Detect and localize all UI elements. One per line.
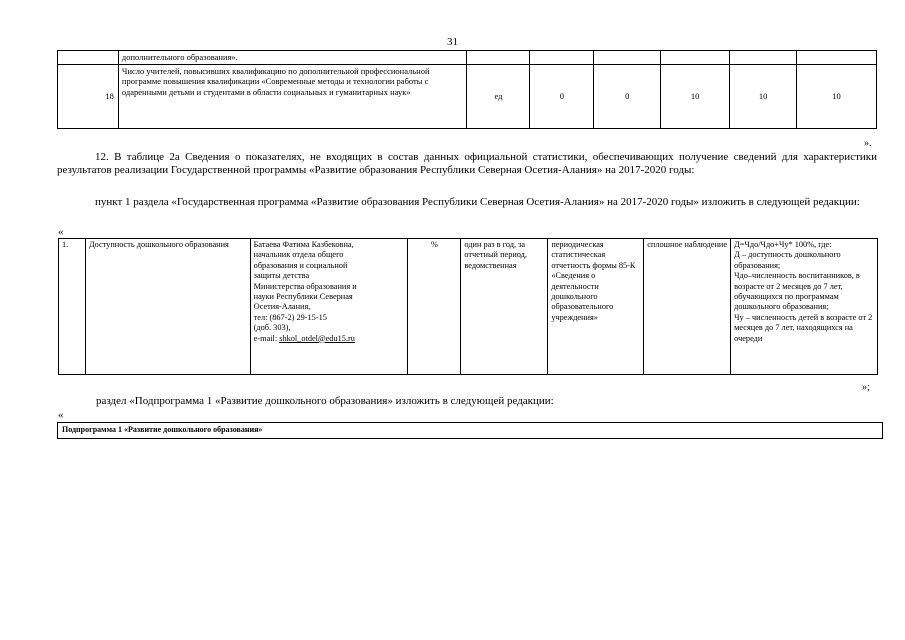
responsible-line: Министерства образования и (253, 281, 357, 291)
formula-line: Д – доступность дошкольного образования; (734, 250, 841, 270)
table-row (58, 64, 877, 128)
formula-line: Чу – численность детей в возрасте от 2 месяцев до 7 лет, находящихся на очереди (734, 312, 873, 343)
row-number: 1. (59, 239, 86, 375)
paragraph-12: 12. В таблице 2а Сведения о показателях, не входящих в состав данных официальной статистики, обеспечивающих получение сведений для характеристики результатов реализации Государственной программы «Развитие образования Республики Северная Осетия-Алания» на 2017-2020 годы: (57, 151, 877, 176)
indicator-name: Доступность дошкольного образования (85, 239, 250, 375)
row-value: 10 (730, 64, 797, 128)
responsible-person (250, 239, 408, 375)
row-value: 10 (661, 64, 730, 128)
collection-method: сплошное наблюдение (644, 239, 731, 375)
row-indicator-text: Число учителей, повысивших квалификацию по дополнительной профессиональной программе повышения квалификации «Современные методы и технологии работы с одаренными детьми и студентами в области социальных и гуманитарных наук» (118, 64, 467, 128)
row-value: 10 (797, 64, 877, 128)
unit: % (408, 239, 461, 375)
closing-quote: ». (864, 138, 872, 149)
row-unit: ед (467, 64, 530, 128)
page-number: 31 (447, 36, 458, 48)
prev-row-text: дополнительного образования». (118, 51, 467, 65)
email-label: e-mail: (253, 333, 280, 343)
opening-quote: « (58, 409, 64, 421)
table-row (58, 423, 883, 439)
indicators-table (57, 50, 877, 129)
table-row (59, 239, 878, 375)
data-source: периодическая статистическая отчетность формы 85-К «Сведения о деятельности дошкольного образовательного учреждения» (548, 239, 644, 375)
email-line (254, 334, 405, 344)
table-row (58, 51, 877, 65)
formula-line: Чдо–численность воспитанников, в возрасте от 2 месяцев до 7 лет, обучающихся по программам дошкольного образования; (734, 271, 860, 312)
responsible-line: Осетия-Алания, (253, 302, 311, 312)
paragraph-section: раздел «Подпрограмма 1 «Развитие дошкольного образования» изложить в следующей редакции: (96, 395, 554, 407)
email-link[interactable]: shkol_otdel@edu15.ru (279, 333, 355, 343)
row-value: 0 (530, 64, 594, 128)
indicator-info-table (58, 238, 878, 375)
subprogram-table (57, 422, 883, 439)
responsible-line: тел: (867-2) 29-15-15 (253, 312, 327, 322)
periodicity: один раз в год, за отчетный период, ведомственная (461, 239, 548, 375)
responsible-line: образования и социальной (253, 260, 348, 270)
calculation-formula (731, 239, 878, 375)
responsible-line: Батаева Фатима Казбековна, (253, 240, 354, 249)
paragraph-point-1: пункт 1 раздела «Государственная программа «Развитие образования Республики Северная Осетия-Алания» на 2017-2020 годы» изложить в следующей редакции: (95, 196, 860, 208)
subprogram-title: Подпрограмма 1 «Развитие дошкольного образования» (58, 423, 883, 439)
responsible-line: защиты детства (253, 271, 310, 281)
row-value: 0 (594, 64, 661, 128)
responsible-line: науки Республики Северная (253, 292, 353, 302)
formula-line: Д=Чдо/Чдо+Чу* 100%, где: (734, 240, 832, 249)
row-number: 18 (58, 64, 119, 128)
responsible-line: (доб. 303), (253, 323, 291, 333)
responsible-line: начальник отдела общего (253, 250, 344, 260)
closing-quote: »; (862, 382, 870, 393)
opening-quote: « (58, 226, 64, 238)
